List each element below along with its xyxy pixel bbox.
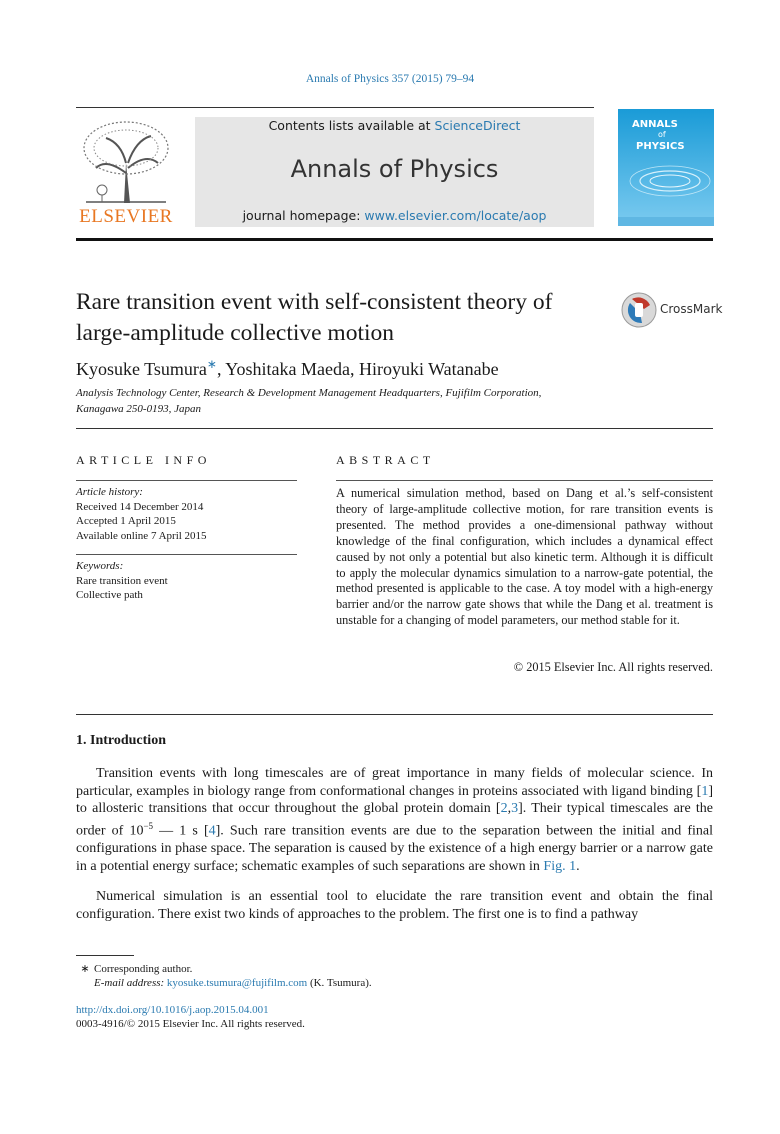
keywords-rule (76, 554, 297, 555)
citation-link[interactable]: 4 (208, 823, 216, 839)
footnote-rule (76, 955, 134, 956)
elsevier-wordmark: ELSEVIER (79, 206, 173, 227)
keywords (76, 559, 168, 603)
citation-link[interactable]: 1 (701, 783, 709, 799)
author-name[interactable]: Kyosuke Tsumura (76, 359, 207, 379)
crossmark-icon (620, 291, 658, 329)
article-info-rule (76, 480, 297, 481)
citation-link[interactable]: 2 (500, 801, 508, 817)
issn-line: 0003-4916/© 2015 Elsevier Inc. All rights reserved. (76, 1018, 305, 1030)
email-label: E-mail address: (94, 977, 167, 989)
abstract-divider (76, 714, 713, 715)
figure-link[interactable]: Fig. 1 (543, 858, 577, 874)
other-authors: , Yoshitaka Maeda, Hiroyuki Watanabe (216, 359, 499, 379)
header-bottom-rule (76, 238, 713, 241)
email-footnote (94, 977, 372, 989)
homepage-prefix: journal homepage: (242, 208, 365, 223)
article-title: Rare transition event with self-consistent theory of large-amplitude collective motion (76, 289, 553, 346)
crossmark-button[interactable] (620, 291, 723, 329)
doi-line (76, 1004, 269, 1016)
corresponding-footnote (76, 962, 192, 975)
cover-title-3: PHYSICS (636, 141, 685, 152)
abstract-heading: ABSTRACT (336, 453, 435, 467)
abstract-rule (336, 480, 713, 481)
affiliation-line-2: Kanagawa 250-0193, Japan (76, 403, 201, 415)
history-label: Article history: (76, 486, 143, 498)
header-top-rule (76, 107, 594, 108)
affiliation (76, 385, 636, 417)
abstract-text: A numerical simulation method, based on Dang et al.’s self-consistent theory of large-amplitude collective motion, for rare transition events is presented. The method provides a one-dimensional pathway without knowledge of the final configuration, which includes a dynamical effect caused by not only a potential but also kinetic term. Although it is difficult to apply the molecular dynamics simulation to a narrow-gate potential, the method presented is applicable to the case. A toy model with a high-energy barrier and/or the narrow gate shows that while the Dang et al. treatment is unstable for a changing of model parameters, our method stable for it. (336, 486, 713, 628)
email-suffix: (K. Tsumura). (307, 977, 372, 989)
accepted-date: Accepted 1 April 2015 (76, 515, 176, 527)
journal-cover-image[interactable] (618, 109, 714, 226)
section-heading-introduction: 1. Introduction (76, 733, 166, 748)
footnote-star: ∗ (80, 963, 90, 975)
homepage-link[interactable]: www.elsevier.com/locate/aop (364, 208, 547, 223)
intro-paragraph-2: Numerical simulation is an essential tool to elucidate the rare transition event and obtain the final configuration. There exist two kinds of approaches to the problem. The first one is to find a pathway (76, 889, 713, 922)
email-link[interactable]: kyosuke.tsumura@fujifilm.com (166, 977, 308, 989)
contents-prefix: Contents lists available at (268, 118, 435, 133)
doi-link[interactable]: http://dx.doi.org/10.1016/j.aop.2015.04.001 (76, 1004, 269, 1016)
journal-title: Annals of Physics (290, 155, 499, 183)
journal-reference[interactable]: Annals of Physics 357 (2015) 79–94 (305, 73, 475, 85)
sciencedirect-link[interactable]: ScienceDirect (434, 118, 521, 133)
cover-title-2: of (658, 130, 666, 139)
corresponding-author-mark[interactable]: ∗ (206, 357, 217, 371)
affiliation-line-1: Analysis Technology Center, Research & Development Management Headquarters, Fujifilm Corporation, (76, 387, 542, 399)
keywords-label: Keywords: (76, 560, 124, 572)
online-date: Available online 7 April 2015 (76, 529, 207, 542)
title-divider (76, 428, 713, 429)
received-date: Received 14 December 2014 (76, 500, 204, 513)
keyword-item: Collective path (76, 589, 143, 601)
abstract-copyright: © 2015 Elsevier Inc. All rights reserved. (513, 660, 713, 674)
crossmark-label: CrossMark (660, 302, 723, 316)
keyword-item: Rare transition event (76, 574, 168, 587)
article-history (76, 485, 207, 543)
contents-line (195, 118, 594, 133)
intro-paragraph-1: Transition events with long timescales are of great importance in many fields of molecular science. In particular, examples in biology range from conformational changes in proteins associated with ligand binding [1] to allosteric transitions that occur throughout the global protein domain [2,3]. Their typical timescales are the order of $10^{-5}$ — 1 s [4]. Such rare transition events are due to the separation between the initial and final configurations in phase space. The separation is caused by the existence of a high energy barrier or a narrow gate in a potential energy surface; schematic examples of such separations are shown in Fig. 1. (76, 766, 714, 874)
corresponding-label: Corresponding author. (94, 963, 193, 975)
article-info-heading: ARTICLE INFO (76, 453, 211, 467)
author-list (76, 357, 499, 380)
citation-link[interactable]: 3 (511, 801, 519, 817)
cover-title-1: ANNALS (632, 119, 678, 130)
homepage-line (195, 208, 594, 223)
